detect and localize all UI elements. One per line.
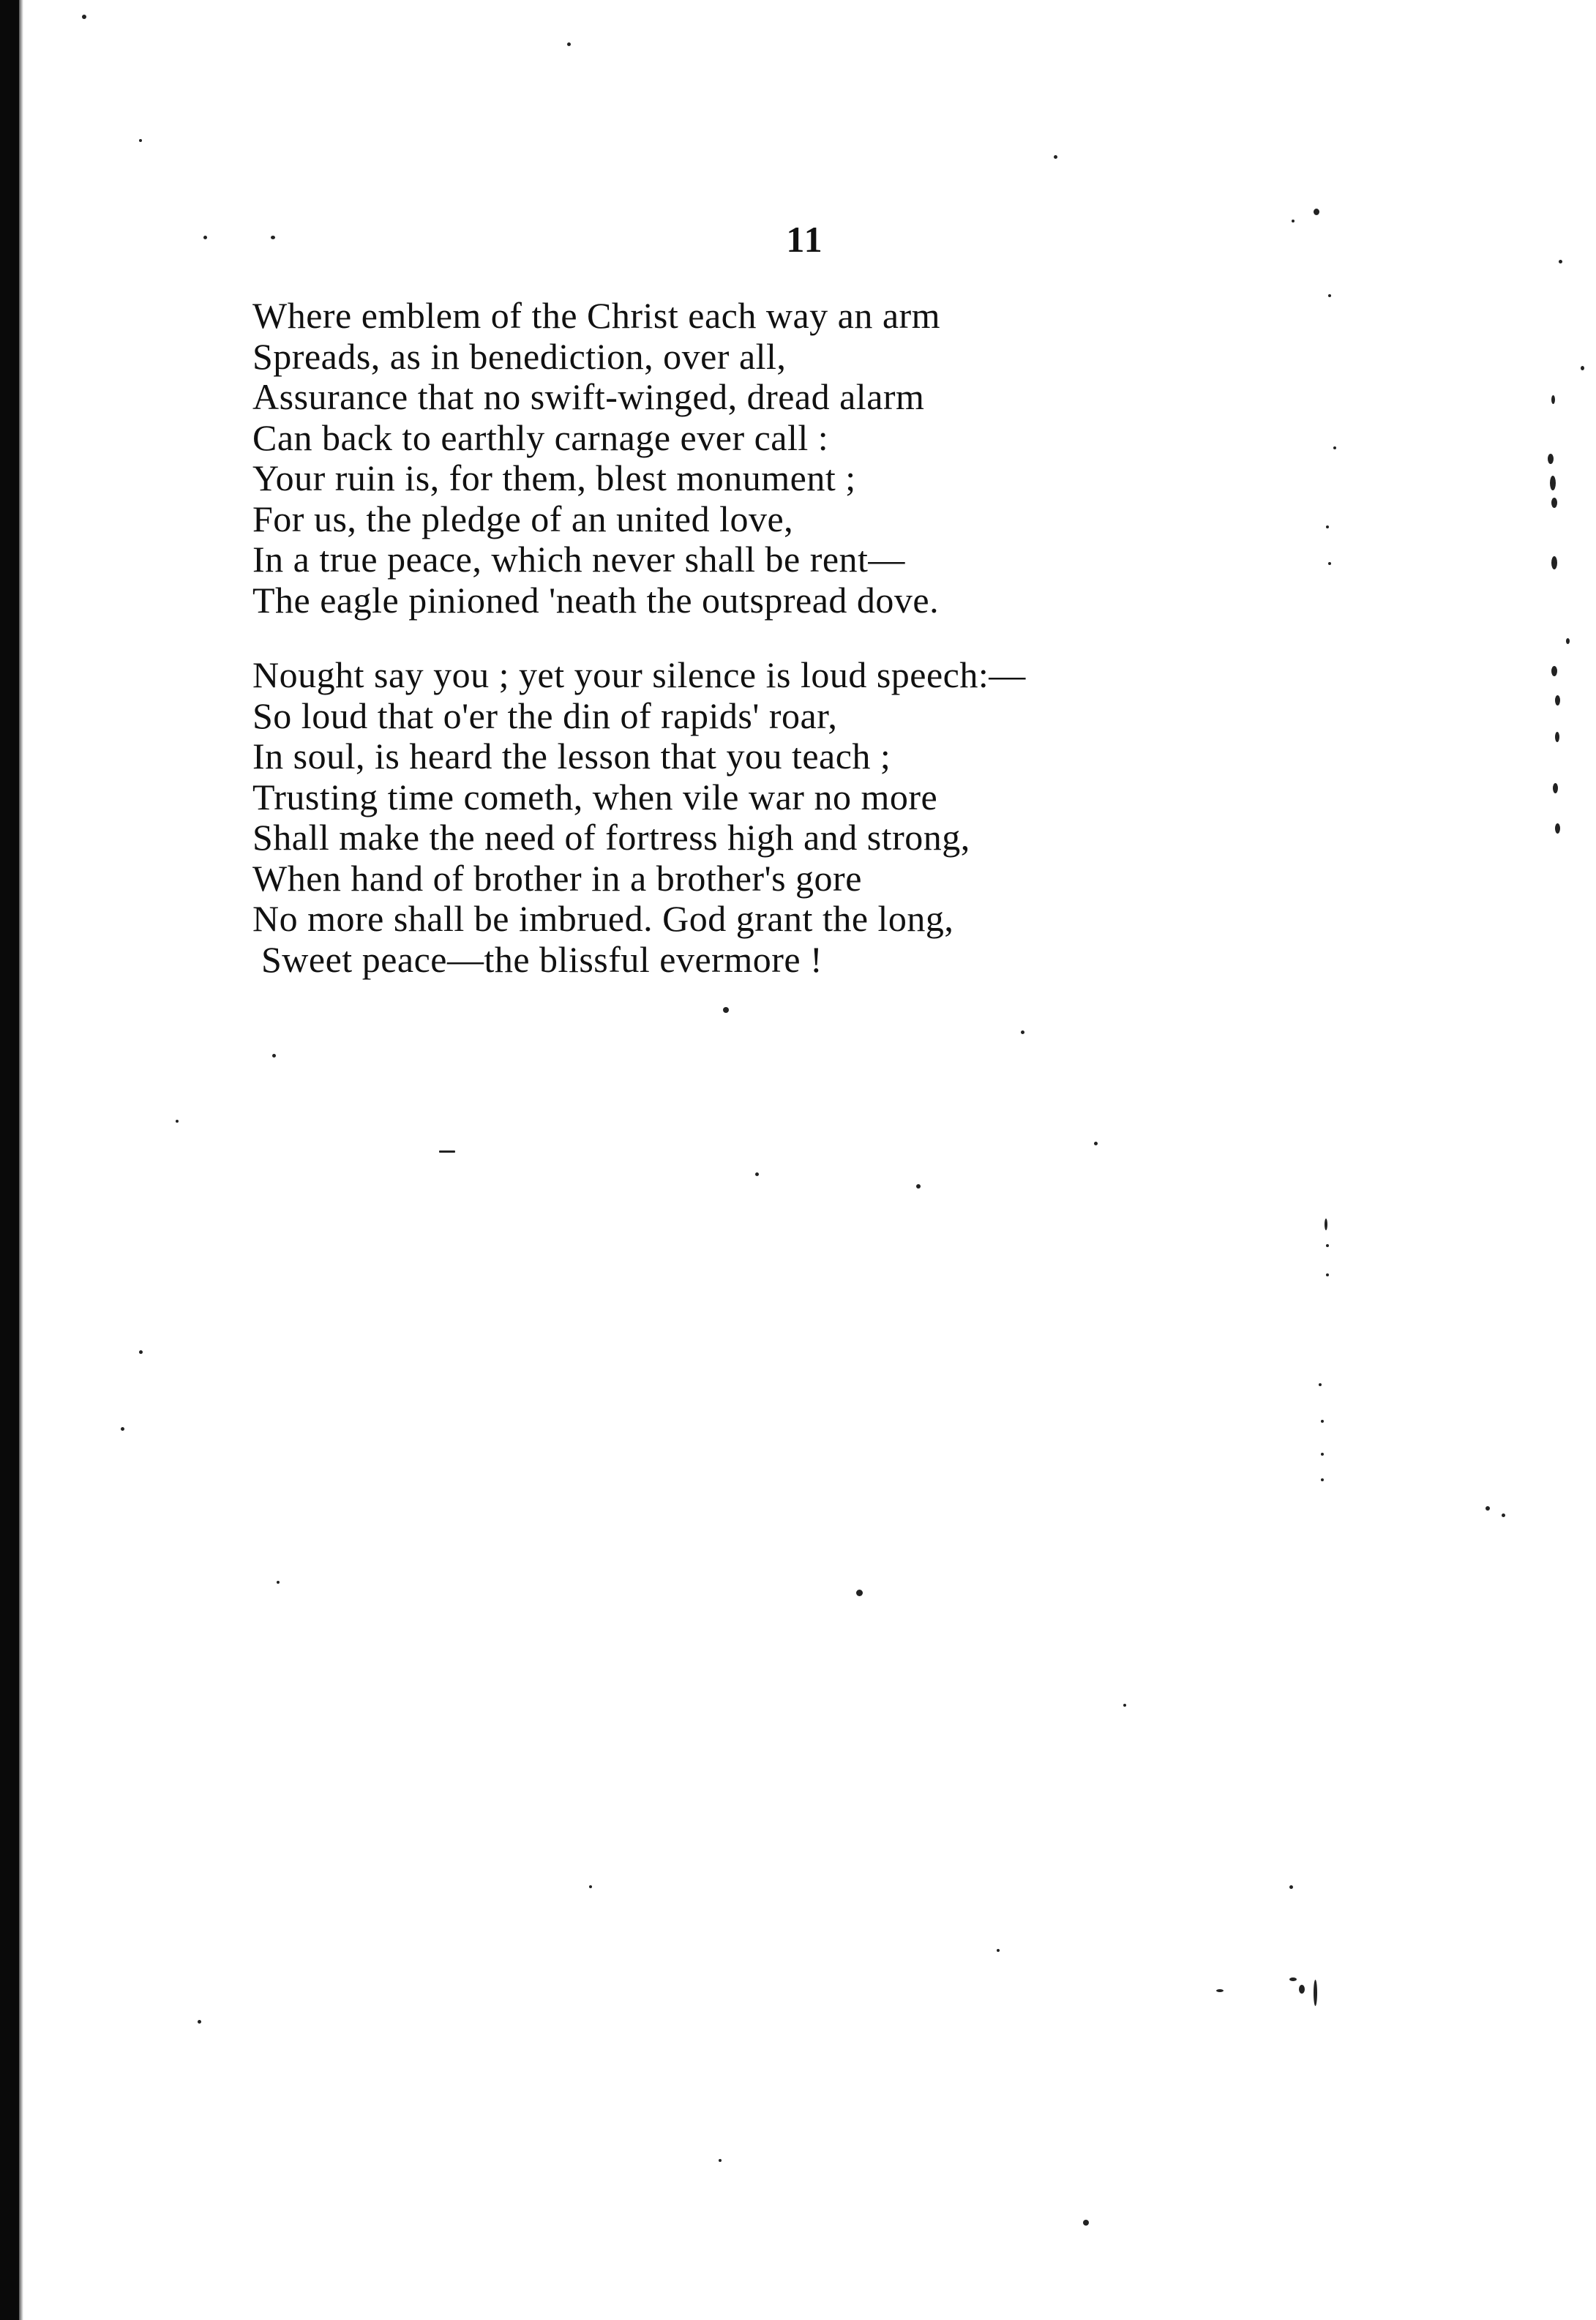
scan-speck xyxy=(1548,454,1554,464)
stanza-2 xyxy=(252,655,1292,980)
scan-speck xyxy=(1581,366,1584,370)
scan-speck xyxy=(1216,1989,1224,1992)
scan-speck xyxy=(1559,260,1562,263)
poem-line: No more shall be imbrued. God grant the long, xyxy=(252,898,954,939)
scan-speck xyxy=(1502,1513,1505,1517)
scan-speck xyxy=(1550,476,1556,490)
scan-speck xyxy=(1321,1420,1324,1423)
poem-line: Nought say you ; yet your silence is loud speech:— xyxy=(252,654,1026,695)
poem-line: When hand of brother in a brother's gore xyxy=(252,857,862,899)
scan-speck xyxy=(1321,1453,1324,1456)
poem-line: The eagle pinioned 'neath the outspread dove. xyxy=(252,579,940,621)
scan-speck xyxy=(1333,446,1336,449)
scan-speck xyxy=(1326,1244,1329,1247)
scan-speck xyxy=(439,1150,455,1153)
scan-speck xyxy=(1094,1142,1098,1145)
scan-speck xyxy=(1319,1383,1322,1386)
scan-speck xyxy=(1328,562,1331,565)
scan-speck xyxy=(198,2020,201,2024)
poem-line: So loud that o'er the din of rapids' roar, xyxy=(252,695,838,736)
scan-speck xyxy=(1321,1478,1324,1481)
scan-speck xyxy=(916,1184,921,1189)
scan-speck xyxy=(1486,1506,1490,1511)
scan-speck xyxy=(1555,823,1560,834)
scan-speck xyxy=(1314,209,1319,215)
page-number: 11 xyxy=(786,219,824,260)
scan-speck xyxy=(277,1581,280,1584)
scan-speck xyxy=(1566,638,1570,644)
scan-speck xyxy=(1326,1273,1329,1276)
scan-speck xyxy=(1021,1030,1024,1034)
scan-speck xyxy=(1551,395,1555,404)
scan-speck xyxy=(82,15,86,19)
scan-speck xyxy=(755,1172,759,1176)
scan-speck xyxy=(856,1590,863,1596)
scan-speck xyxy=(1551,498,1557,508)
poem-line: Can back to earthly carnage ever call : xyxy=(252,416,829,458)
scan-speck xyxy=(1054,155,1057,159)
poem-line: Spreads, as in benediction, over all, xyxy=(252,335,787,377)
scan-speck xyxy=(1083,2220,1089,2226)
poem-line: In a true peace, which never shall be rent— xyxy=(252,539,905,580)
scan-speck xyxy=(589,1885,592,1888)
scan-speck xyxy=(1551,556,1557,569)
scan-speck xyxy=(1123,1704,1126,1707)
scan-speck xyxy=(203,236,207,239)
scan-speck xyxy=(1299,1985,1305,1994)
scan-speck xyxy=(1292,220,1295,222)
scan-speck xyxy=(1325,1219,1327,1230)
poem-line: For us, the pledge of an united love, xyxy=(252,498,794,539)
poem-line: Shall make the need of fortress high and strong, xyxy=(252,817,970,858)
scan-speck xyxy=(121,1427,124,1431)
poem-line: Sweet peace—the blissful evermore ! xyxy=(261,938,823,980)
scan-speck xyxy=(176,1120,179,1123)
binding-edge xyxy=(0,0,19,2320)
scan-speck xyxy=(1289,1885,1293,1889)
scan-speck xyxy=(272,1054,276,1058)
scan-speck xyxy=(723,1007,729,1013)
poem-line: Where emblem of the Christ each way an arm xyxy=(252,295,941,336)
poem-line: In soul, is heard the lesson that you teach ; xyxy=(252,736,891,777)
scan-speck xyxy=(719,2159,722,2162)
scan-speck xyxy=(139,139,142,142)
scan-speck xyxy=(1328,294,1331,297)
scan-speck xyxy=(1326,525,1329,528)
scan-speck xyxy=(1555,732,1559,742)
scan-speck xyxy=(1551,666,1557,676)
scan-speck xyxy=(139,1350,143,1354)
stanza-1 xyxy=(252,296,1292,621)
poem-line: Assurance that no swift-winged, dread alarm xyxy=(252,376,925,417)
scan-speck xyxy=(1553,783,1558,793)
scan-speck xyxy=(997,1949,1000,1952)
scan-speck xyxy=(1555,695,1560,706)
scan-speck xyxy=(271,236,275,239)
poem-line: Your ruin is, for them, blest monument ; xyxy=(252,457,856,498)
scan-speck xyxy=(567,42,571,46)
scan-speck xyxy=(1314,1980,1317,2006)
poem-line: Trusting time cometh, when vile war no more xyxy=(252,776,938,817)
scan-speck xyxy=(1289,1977,1297,1981)
